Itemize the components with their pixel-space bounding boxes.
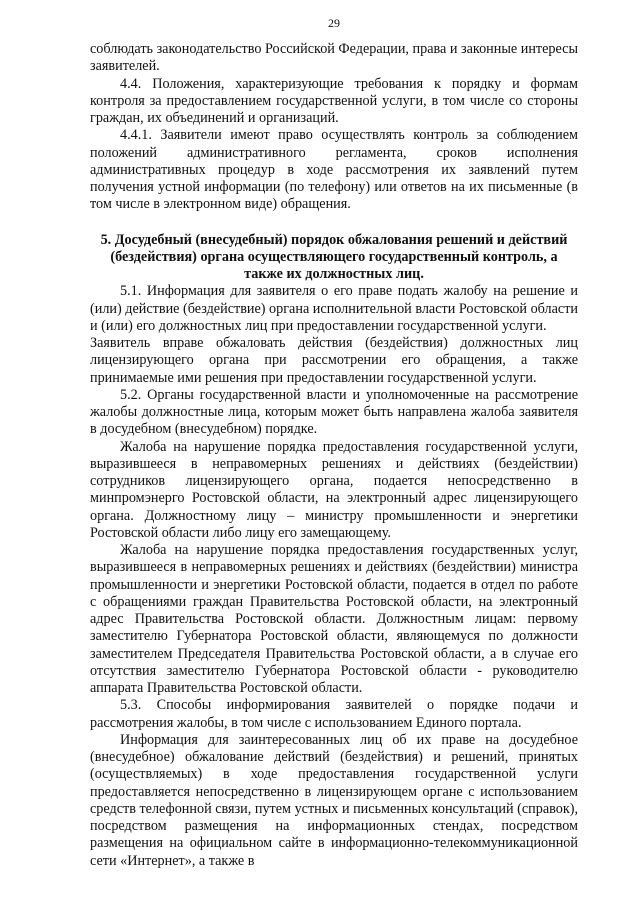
- paragraph: Жалоба на нарушение порядка предоставления государственных услуг, выразившееся в неправомерных решениях и действиях (бездействии) министра промышленности и энергетики Ростовской области, подается в отдел по работе с обращениями граждан Правительства Ростовской области, на электронный адрес Правительства Ростовской области. Должностным лицам: первому заместителю Губернатора Ростовской области, являющемуся по должности заместителем Председателя Правительства Ростовской области, а в случае его отсутствия заместителю Губернатора Ростовской области - руководителю аппарата Правительства Ростовской области.: [90, 542, 578, 696]
- paragraph: 4.4. Положения, характеризующие требования к порядку и формам контроля за предоставлением государственной услуги, в том числе со стороны граждан, их объединений и организаций.: [90, 75, 578, 126]
- paragraph: 5.1. Информация для заявителя о его праве подать жалобу на решение и (или) действие (бездействие) органа исполнительной власти Ростовской области и (или) его должностных лиц при предоставлении государственной услуги.: [90, 283, 578, 334]
- page-number: 29: [328, 16, 340, 30]
- paragraph: соблюдать законодательство Российской Федерации, права и законные интересы заявителей.: [90, 41, 578, 75]
- paragraph: Заявитель вправе обжаловать действия (бездействия) должностных лиц лицензирующего органа при рассмотрении его обращения, а также принимаемые ими решения при предоставлении государственной услуги.: [90, 335, 578, 386]
- body-before-heading: [90, 41, 578, 214]
- paragraph: Информация для заинтересованных лиц об их праве на досудебное (внесудебное) обжалование действий (бездействия) и решений, принятых (осуществляемых) в ходе предоставления государственной услуги предоставляется непосредственно в лицензирующем органе с использованием средств телефонной связи, путем устных и письменных консультаций (справок), посредством размещения на информационных стендах, посредством размещения на официальном сайте в информационно-телекоммуникационной сети «Интернет», а также в: [90, 731, 578, 869]
- body-after-heading: [90, 283, 578, 870]
- section-heading: 5. Досудебный (внесудебный) порядок обжалования решений и действий (бездействия) органа осуществляющего государственный контроль, а также их должностных лиц.: [100, 231, 568, 282]
- paragraph: 4.4.1. Заявители имеют право осуществлять контроль за соблюдением положений административного регламента, сроков исполнения административных процедур в ходе рассмотрения их заявлений путем получения устной информации (по телефону) или ответов на их письменные (в том числе в электронном виде) обращения.: [90, 127, 578, 213]
- paragraph: 5.3. Способы информирования заявителей о порядке подачи и рассмотрения жалобы, в том числе с использованием Единого портала.: [90, 697, 578, 731]
- paragraph: 5.2. Органы государственной власти и уполномоченные на рассмотрение жалобы должностные лица, которым может быть направлена жалоба заявителя в досудебном (внесудебном) порядке.: [90, 386, 578, 438]
- paragraph: Жалоба на нарушение порядка предоставления государственной услуги, выразившееся в неправомерных решениях и действиях (бездействии) сотрудников лицензирующего органа, подается непосредственно в минпромэнерго Ростовской области, на электронный адрес лицензирующего органа. Должностному лицу – министру промышленности и энергетики Ростовской области либо лицу его замещающему.: [90, 438, 578, 541]
